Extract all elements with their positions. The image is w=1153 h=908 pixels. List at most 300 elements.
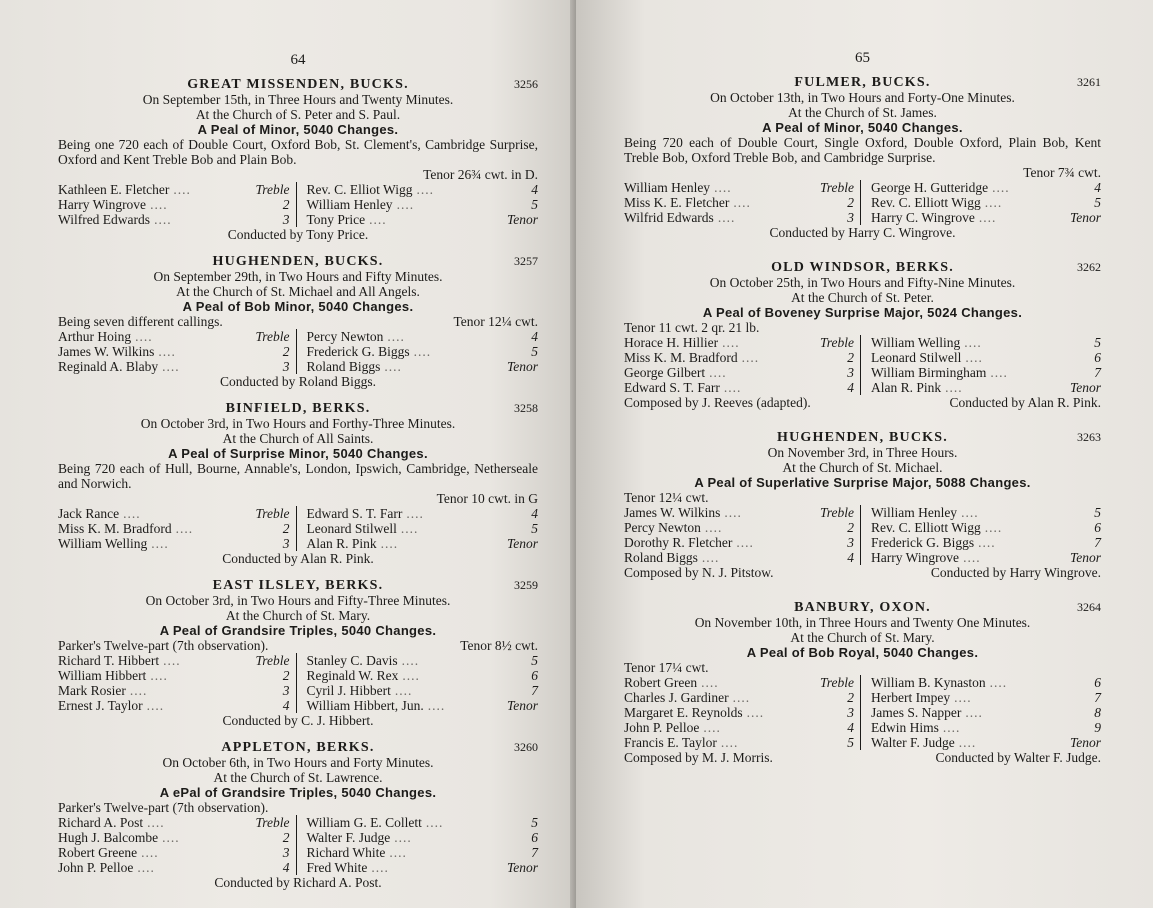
ringer-row bbox=[624, 705, 854, 720]
ringer-column bbox=[624, 675, 861, 750]
leader-dots: .... bbox=[402, 668, 420, 683]
ringer-name-cell bbox=[871, 335, 982, 350]
leader-dots: .... bbox=[384, 359, 402, 374]
peal-location bbox=[58, 77, 538, 92]
bell-number: Tenor bbox=[506, 860, 538, 875]
ringer-name-cell bbox=[624, 350, 759, 365]
ringer-row bbox=[58, 506, 290, 521]
bell-number: 4 bbox=[531, 506, 538, 521]
leader-dots: .... bbox=[978, 210, 997, 225]
peal-detail-line: At the Church of St. Michael. bbox=[782, 460, 943, 475]
bell-number: Tenor bbox=[1069, 735, 1101, 750]
composer-conductor-line bbox=[624, 565, 1101, 580]
ringer-row bbox=[58, 815, 290, 830]
leader-dots: .... bbox=[961, 505, 979, 520]
location-title: BINFIELD, BERKS. bbox=[225, 401, 371, 416]
bell-number: 4 bbox=[1094, 180, 1101, 195]
bell-number: 3 bbox=[282, 536, 290, 551]
leader-dots: .... bbox=[709, 365, 727, 380]
bell-number: 3 bbox=[282, 212, 290, 227]
ringer-row bbox=[58, 182, 290, 197]
ringer-column bbox=[58, 182, 297, 227]
ringer-name: Miss K. E. Fletcher bbox=[624, 195, 730, 210]
peal-heading: A Peal of Minor, 5040 Changes. bbox=[762, 120, 963, 135]
ringer-name-cell bbox=[58, 344, 176, 359]
ringer-row bbox=[871, 550, 1101, 565]
ringer-name: William Hibbert bbox=[58, 668, 147, 683]
ringer-name-cell bbox=[58, 197, 168, 212]
ringer-name-cell bbox=[624, 520, 722, 535]
leader-dots: .... bbox=[989, 675, 1008, 690]
ringer-name-cell bbox=[307, 344, 432, 359]
ringer-name: Francis E. Taylor bbox=[624, 735, 717, 750]
ringer-name: Wilfrid Edwards bbox=[624, 210, 714, 225]
ringer-column bbox=[861, 505, 1101, 565]
peal-heading: A Peal of Superlative Surprise Major, 5088 Changes. bbox=[694, 475, 1031, 490]
ringer-row bbox=[624, 180, 854, 195]
ringer-name-cell bbox=[624, 180, 732, 195]
peal-number: 3257 bbox=[514, 254, 538, 268]
peal-info-right: Tenor 12¼ cwt. bbox=[453, 314, 538, 329]
ringer-name: Herbert Impey bbox=[871, 690, 951, 705]
ringer-name-cell bbox=[624, 675, 719, 690]
bell-number: 4 bbox=[847, 550, 854, 565]
bell-number: Treble bbox=[255, 653, 290, 668]
conductor: Conducted by C. J. Hibbert. bbox=[222, 713, 374, 728]
leader-dots: .... bbox=[704, 520, 723, 535]
tenor-weight: Tenor 10 cwt. in G bbox=[436, 491, 538, 506]
conductor: Conducted by Alan R. Pink. bbox=[949, 395, 1101, 410]
ringer-row bbox=[871, 210, 1101, 225]
bell-number: 4 bbox=[282, 860, 290, 875]
ringer-name-cell bbox=[58, 212, 172, 227]
ringer-name-cell bbox=[624, 195, 751, 210]
leader-dots: .... bbox=[154, 212, 172, 227]
ringer-name: Robert Greene bbox=[58, 845, 138, 860]
ringer-name: Harry C. Wingrove bbox=[871, 210, 975, 225]
ringer-name: Wilfred Edwards bbox=[58, 212, 151, 227]
ringer-row bbox=[624, 505, 854, 520]
page-number: 65 bbox=[855, 50, 870, 66]
ringer-name-cell bbox=[307, 698, 446, 713]
ringer-column bbox=[861, 675, 1101, 750]
ringer-name: Walter F. Judge bbox=[306, 830, 391, 845]
leader-dots: .... bbox=[703, 720, 721, 735]
leader-dots: .... bbox=[173, 182, 191, 197]
bell-number: 2 bbox=[282, 521, 290, 536]
ringer-row bbox=[624, 195, 854, 210]
leader-dots: .... bbox=[723, 380, 742, 395]
ringer-row bbox=[871, 720, 1101, 735]
bell-number: Tenor bbox=[1069, 210, 1101, 225]
ringer-row bbox=[58, 521, 290, 536]
peal-detail-line: On October 3rd, in Two Hours and Fifty-Three Minutes. bbox=[145, 593, 451, 608]
ringer-name-cell bbox=[307, 182, 434, 197]
ringer-name: Leonard Stilwell bbox=[306, 521, 397, 536]
left-page bbox=[0, 0, 576, 908]
leader-dots: .... bbox=[389, 845, 407, 860]
ringer-name: Ernest J. Taylor bbox=[58, 698, 143, 713]
peal-info-left: Being seven different callings. bbox=[58, 314, 223, 329]
ringer-name: Edward S. T. Farr bbox=[306, 506, 403, 521]
peal-detail-line: At the Church of St. Michael and All Angels. bbox=[176, 284, 420, 299]
leader-dots: .... bbox=[701, 675, 719, 690]
leader-dots: .... bbox=[150, 197, 168, 212]
peal-note: Tenor 12¼ cwt. bbox=[624, 490, 709, 505]
leader-dots: .... bbox=[741, 350, 760, 365]
ringer-name-cell bbox=[307, 683, 413, 698]
leader-dots: .... bbox=[141, 845, 159, 860]
peal-detail-line: On October 3rd, in Two Hours and Forthy-Three Minutes. bbox=[140, 416, 456, 431]
bell-number: 8 bbox=[1094, 705, 1101, 720]
peal-record bbox=[624, 430, 1101, 580]
ringer-name: Roland Biggs bbox=[306, 359, 381, 374]
ringer-column bbox=[624, 505, 861, 565]
ringer-name-cell bbox=[58, 521, 193, 536]
peal-detail-line: At the Church of St. James. bbox=[788, 105, 937, 120]
location-title: OLD WINDSOR, BERKS. bbox=[771, 260, 954, 275]
leader-dots: .... bbox=[717, 210, 736, 225]
bell-number: Tenor bbox=[1069, 550, 1101, 565]
ringer-row bbox=[871, 380, 1101, 395]
ringer-name-cell bbox=[624, 690, 750, 705]
ringer-name-cell bbox=[307, 536, 399, 551]
ringer-column bbox=[297, 329, 539, 374]
peal-location bbox=[58, 578, 538, 593]
ringer-column bbox=[58, 329, 297, 374]
ringer-name: William Henley bbox=[871, 505, 958, 520]
ringer-name-cell bbox=[871, 720, 960, 735]
peal-detail-line: On September 15th, in Three Hours and Twenty Minutes. bbox=[142, 92, 454, 107]
bell-number: 4 bbox=[531, 182, 538, 197]
ringer-row bbox=[624, 735, 854, 750]
ringer-name-cell bbox=[624, 210, 735, 225]
peal-number: 3260 bbox=[514, 740, 538, 754]
ringer-name-cell bbox=[58, 860, 155, 875]
composer-conductor-line bbox=[624, 750, 1101, 765]
conductor: Conducted by Tony Price. bbox=[227, 227, 369, 242]
location-title: APPLETON, BERKS. bbox=[221, 740, 375, 755]
ringer-row bbox=[307, 860, 539, 875]
leader-dots: .... bbox=[380, 536, 399, 551]
ringer-row bbox=[871, 705, 1101, 720]
ringer-name-cell bbox=[58, 830, 180, 845]
ringer-name-cell bbox=[871, 365, 1008, 380]
leader-dots: .... bbox=[701, 550, 720, 565]
ringer-row bbox=[307, 182, 539, 197]
peal-record bbox=[58, 740, 538, 890]
ringer-name: William Hibbert, Jun. bbox=[306, 698, 424, 713]
ringer-name: William Henley bbox=[624, 180, 711, 195]
ringer-row bbox=[307, 329, 539, 344]
leader-dots: .... bbox=[722, 335, 740, 350]
leader-dots: .... bbox=[945, 380, 963, 395]
leader-dots: .... bbox=[963, 550, 981, 565]
ringer-row bbox=[307, 683, 539, 698]
ringer-name: Reginald W. Rex bbox=[306, 668, 399, 683]
ringer-name: Frederick G. Biggs bbox=[871, 535, 975, 550]
bell-number: 5 bbox=[1094, 335, 1101, 350]
bell-number: 2 bbox=[282, 830, 290, 845]
ringer-column bbox=[861, 180, 1101, 225]
peal-detail-line: At the Church of St. Peter. bbox=[791, 290, 934, 305]
bell-number: Tenor bbox=[506, 212, 538, 227]
peal-number: 3259 bbox=[514, 578, 538, 592]
bell-number: 3 bbox=[282, 845, 290, 860]
ringer-name-cell bbox=[871, 535, 996, 550]
ringer-name-cell bbox=[624, 505, 742, 520]
ringer-name-cell bbox=[871, 520, 1002, 535]
ringer-name: William G. E. Collett bbox=[306, 815, 422, 830]
ringer-name: William B. Kynaston bbox=[871, 675, 986, 690]
bell-number: 3 bbox=[847, 705, 854, 720]
bell-number: 7 bbox=[1094, 365, 1101, 380]
ringer-name: Dorothy R. Fletcher bbox=[624, 535, 733, 550]
ringer-name-cell bbox=[871, 210, 996, 225]
ringer-name: Rev. C. Elliott Wigg bbox=[871, 520, 981, 535]
leader-dots: .... bbox=[162, 359, 180, 374]
leader-dots: .... bbox=[394, 683, 413, 698]
peal-detail-line: On November 10th, in Three Hours and Twenty One Minutes. bbox=[694, 615, 1031, 630]
leader-dots: .... bbox=[162, 830, 180, 845]
bell-number: 2 bbox=[847, 520, 854, 535]
peal-note: Being 720 each of Double Court, Single Oxford, Double Oxford, Plain Bob, Kent Treble Bob, Oxford Treble Bob, and Cambridge Surprise. bbox=[624, 135, 1101, 165]
ringer-name: James W. Wilkins bbox=[624, 505, 721, 520]
bell-number: 7 bbox=[531, 683, 538, 698]
ringer-row bbox=[871, 675, 1101, 690]
leader-dots: .... bbox=[958, 735, 977, 750]
ringer-row bbox=[58, 830, 290, 845]
bell-number: 3 bbox=[847, 535, 854, 550]
ringer-name-cell bbox=[871, 550, 981, 565]
ringer-column bbox=[297, 815, 539, 875]
ringer-name-cell bbox=[624, 720, 721, 735]
peal-heading: A ePal of Grandsire Triples, 5040 Changes. bbox=[159, 785, 437, 800]
bell-number: 5 bbox=[531, 653, 538, 668]
ringer-column bbox=[58, 815, 297, 875]
peal-heading: A Peal of Grandsire Triples, 5040 Changes. bbox=[159, 623, 437, 638]
leader-dots: .... bbox=[984, 195, 1003, 210]
ringer-name: Kathleen E. Fletcher bbox=[58, 182, 170, 197]
peal-heading: A Peal of Boveney Surprise Major, 5024 Changes. bbox=[702, 305, 1023, 320]
leader-dots: .... bbox=[158, 344, 176, 359]
ringer-name: Arthur Hoing bbox=[58, 329, 132, 344]
ringer-name: Alan R. Pink bbox=[306, 536, 377, 551]
peal-list bbox=[624, 75, 1101, 765]
ringer-row bbox=[624, 350, 854, 365]
peal-heading: A Peal of Bob Minor, 5040 Changes. bbox=[182, 299, 414, 314]
ringer-row bbox=[624, 380, 854, 395]
leader-dots: .... bbox=[129, 683, 148, 698]
ringer-name: William Birmingham bbox=[871, 365, 987, 380]
ringer-row bbox=[307, 536, 539, 551]
peal-record bbox=[58, 254, 538, 389]
location-title: HUGHENDEN, BUCKS. bbox=[212, 254, 384, 269]
ringer-name-cell bbox=[307, 830, 412, 845]
leader-dots: .... bbox=[163, 653, 181, 668]
composer-conductor-line bbox=[624, 395, 1101, 410]
band-of-ringers bbox=[58, 329, 538, 374]
conductor: Conducted by Harry C. Wingrove. bbox=[769, 225, 956, 240]
tenor-weight: Tenor 7¾ cwt. bbox=[1023, 165, 1101, 180]
ringer-row bbox=[871, 735, 1101, 750]
ringer-name-cell bbox=[871, 735, 976, 750]
leader-dots: .... bbox=[954, 690, 972, 705]
peal-location bbox=[624, 75, 1101, 90]
ringer-row bbox=[307, 668, 539, 683]
ringer-name-cell bbox=[871, 675, 1007, 690]
leader-dots: .... bbox=[736, 535, 754, 550]
bell-number: 6 bbox=[1094, 350, 1101, 365]
leader-dots: .... bbox=[732, 690, 751, 705]
conductor: Conducted by Richard A. Post. bbox=[214, 875, 382, 890]
ringer-name-cell bbox=[307, 506, 424, 521]
band-of-ringers bbox=[58, 815, 538, 875]
ringer-name: Hugh J. Balcombe bbox=[58, 830, 159, 845]
bell-number: 7 bbox=[1094, 535, 1101, 550]
ringer-name-cell bbox=[58, 359, 180, 374]
peal-info-line bbox=[58, 314, 538, 329]
bell-number: Treble bbox=[255, 506, 290, 521]
bell-number: 2 bbox=[282, 197, 290, 212]
ringer-name: Edward S. T. Farr bbox=[624, 380, 720, 395]
ringer-column bbox=[624, 335, 861, 395]
ringer-name-cell bbox=[871, 690, 972, 705]
ringer-row bbox=[624, 720, 854, 735]
ringer-name-cell bbox=[307, 845, 407, 860]
peal-detail-line: At the Church of S. Peter and S. Paul. bbox=[195, 107, 401, 122]
ringer-row bbox=[624, 210, 854, 225]
leader-dots: .... bbox=[146, 698, 165, 713]
band-of-ringers bbox=[624, 180, 1101, 225]
leader-dots: .... bbox=[984, 520, 1003, 535]
bell-number: Treble bbox=[255, 182, 290, 197]
ringer-name-cell bbox=[307, 197, 415, 212]
bell-number: 4 bbox=[531, 329, 538, 344]
ringer-row bbox=[624, 690, 854, 705]
peal-location bbox=[58, 254, 538, 269]
ringer-row bbox=[58, 668, 290, 683]
peal-info-line bbox=[58, 638, 538, 653]
peal-note: Being 720 each of Hull, Bourne, Annable's, London, Ipswich, Cambridge, Netherseale and Norwich. bbox=[58, 461, 538, 491]
ringer-row bbox=[307, 698, 539, 713]
ringer-name: Richard A. Post bbox=[58, 815, 144, 830]
ringer-row bbox=[871, 365, 1101, 380]
bell-number: 5 bbox=[531, 815, 538, 830]
ringer-row bbox=[307, 521, 539, 536]
location-title: EAST ILSLEY, BERKS. bbox=[212, 578, 384, 593]
leader-dots: .... bbox=[978, 535, 996, 550]
ringer-row bbox=[871, 350, 1101, 365]
leader-dots: .... bbox=[942, 720, 961, 735]
ringer-name-cell bbox=[871, 380, 963, 395]
ringer-name-cell bbox=[58, 845, 159, 860]
leader-dots: .... bbox=[137, 860, 155, 875]
composer: Composed by J. Reeves (adapted). bbox=[624, 395, 811, 410]
bell-number: 6 bbox=[531, 830, 538, 845]
ringer-name: Frederick G. Biggs bbox=[306, 344, 410, 359]
ringer-name-cell bbox=[58, 668, 168, 683]
ringer-name-cell bbox=[58, 815, 165, 830]
leader-dots: .... bbox=[401, 653, 420, 668]
peal-number: 3261 bbox=[1077, 75, 1101, 89]
bell-number: Tenor bbox=[1069, 380, 1101, 395]
ringer-row bbox=[58, 359, 290, 374]
ringer-name: James W. Wilkins bbox=[58, 344, 155, 359]
peal-detail-line: On October 6th, in Two Hours and Forty Minutes. bbox=[162, 755, 434, 770]
ringer-name: William Welling bbox=[58, 536, 148, 551]
ringer-column bbox=[297, 182, 539, 227]
ringer-row bbox=[58, 683, 290, 698]
ringer-name: Robert Green bbox=[624, 675, 698, 690]
bell-number: 4 bbox=[282, 698, 290, 713]
leader-dots: .... bbox=[150, 668, 168, 683]
peal-location bbox=[624, 600, 1101, 615]
ringer-name: Miss K. M. Bradford bbox=[58, 521, 172, 536]
leader-dots: .... bbox=[394, 830, 412, 845]
ringer-row bbox=[307, 845, 539, 860]
bell-number: 9 bbox=[1094, 720, 1101, 735]
ringer-row bbox=[58, 197, 290, 212]
peal-note: Tenor 11 cwt. 2 qr. 21 lb. bbox=[624, 320, 760, 335]
bell-number: 5 bbox=[531, 197, 538, 212]
ringer-name: Edwin Hims bbox=[871, 720, 939, 735]
ringer-name: Richard White bbox=[306, 845, 386, 860]
ringer-name-cell bbox=[307, 668, 420, 683]
bell-number: 7 bbox=[1094, 690, 1101, 705]
ringer-name: Percy Newton bbox=[624, 520, 701, 535]
band-of-ringers bbox=[624, 505, 1101, 565]
ringer-name: Percy Newton bbox=[306, 329, 384, 344]
bell-number: Treble bbox=[819, 505, 854, 520]
bell-number: 6 bbox=[1094, 520, 1101, 535]
ringer-row bbox=[307, 344, 539, 359]
peal-number: 3256 bbox=[514, 77, 538, 91]
ringer-row bbox=[307, 197, 539, 212]
ringer-row bbox=[58, 344, 290, 359]
peal-heading: A Peal of Minor, 5040 Changes. bbox=[197, 122, 399, 137]
ringer-name: Rev. C. Elliot Wigg bbox=[306, 182, 413, 197]
bell-number: 5 bbox=[531, 521, 538, 536]
bell-number: 7 bbox=[531, 845, 538, 860]
ringer-name-cell bbox=[307, 329, 405, 344]
ringer-column bbox=[297, 653, 539, 713]
bell-number: Tenor bbox=[506, 536, 538, 551]
ringer-row bbox=[58, 698, 290, 713]
peal-note: Tenor 17¼ cwt. bbox=[624, 660, 709, 675]
ringer-name: Harry Wingrove bbox=[58, 197, 147, 212]
conductor: Conducted by Alan R. Pink. bbox=[222, 551, 374, 566]
ringer-name: Alan R. Pink bbox=[871, 380, 942, 395]
ringer-row bbox=[871, 335, 1101, 350]
ringer-row bbox=[624, 535, 854, 550]
ringer-name: George H. Gutteridge bbox=[871, 180, 989, 195]
right-page bbox=[576, 0, 1153, 908]
bell-number: Tenor bbox=[506, 359, 538, 374]
bell-number: Treble bbox=[819, 180, 854, 195]
peal-info-left: Parker's Twelve-part (7th observation). bbox=[58, 638, 269, 653]
ringer-row bbox=[307, 506, 539, 521]
leader-dots: .... bbox=[151, 536, 169, 551]
leader-dots: .... bbox=[990, 365, 1008, 380]
ringer-name: William Welling bbox=[871, 335, 961, 350]
location-title: GREAT MISSENDEN, BUCKS. bbox=[187, 77, 409, 92]
ringer-name-cell bbox=[871, 180, 1010, 195]
ringer-name-cell bbox=[58, 536, 169, 551]
leader-dots: .... bbox=[371, 860, 389, 875]
leader-dots: .... bbox=[123, 506, 141, 521]
bell-number: 5 bbox=[531, 344, 538, 359]
